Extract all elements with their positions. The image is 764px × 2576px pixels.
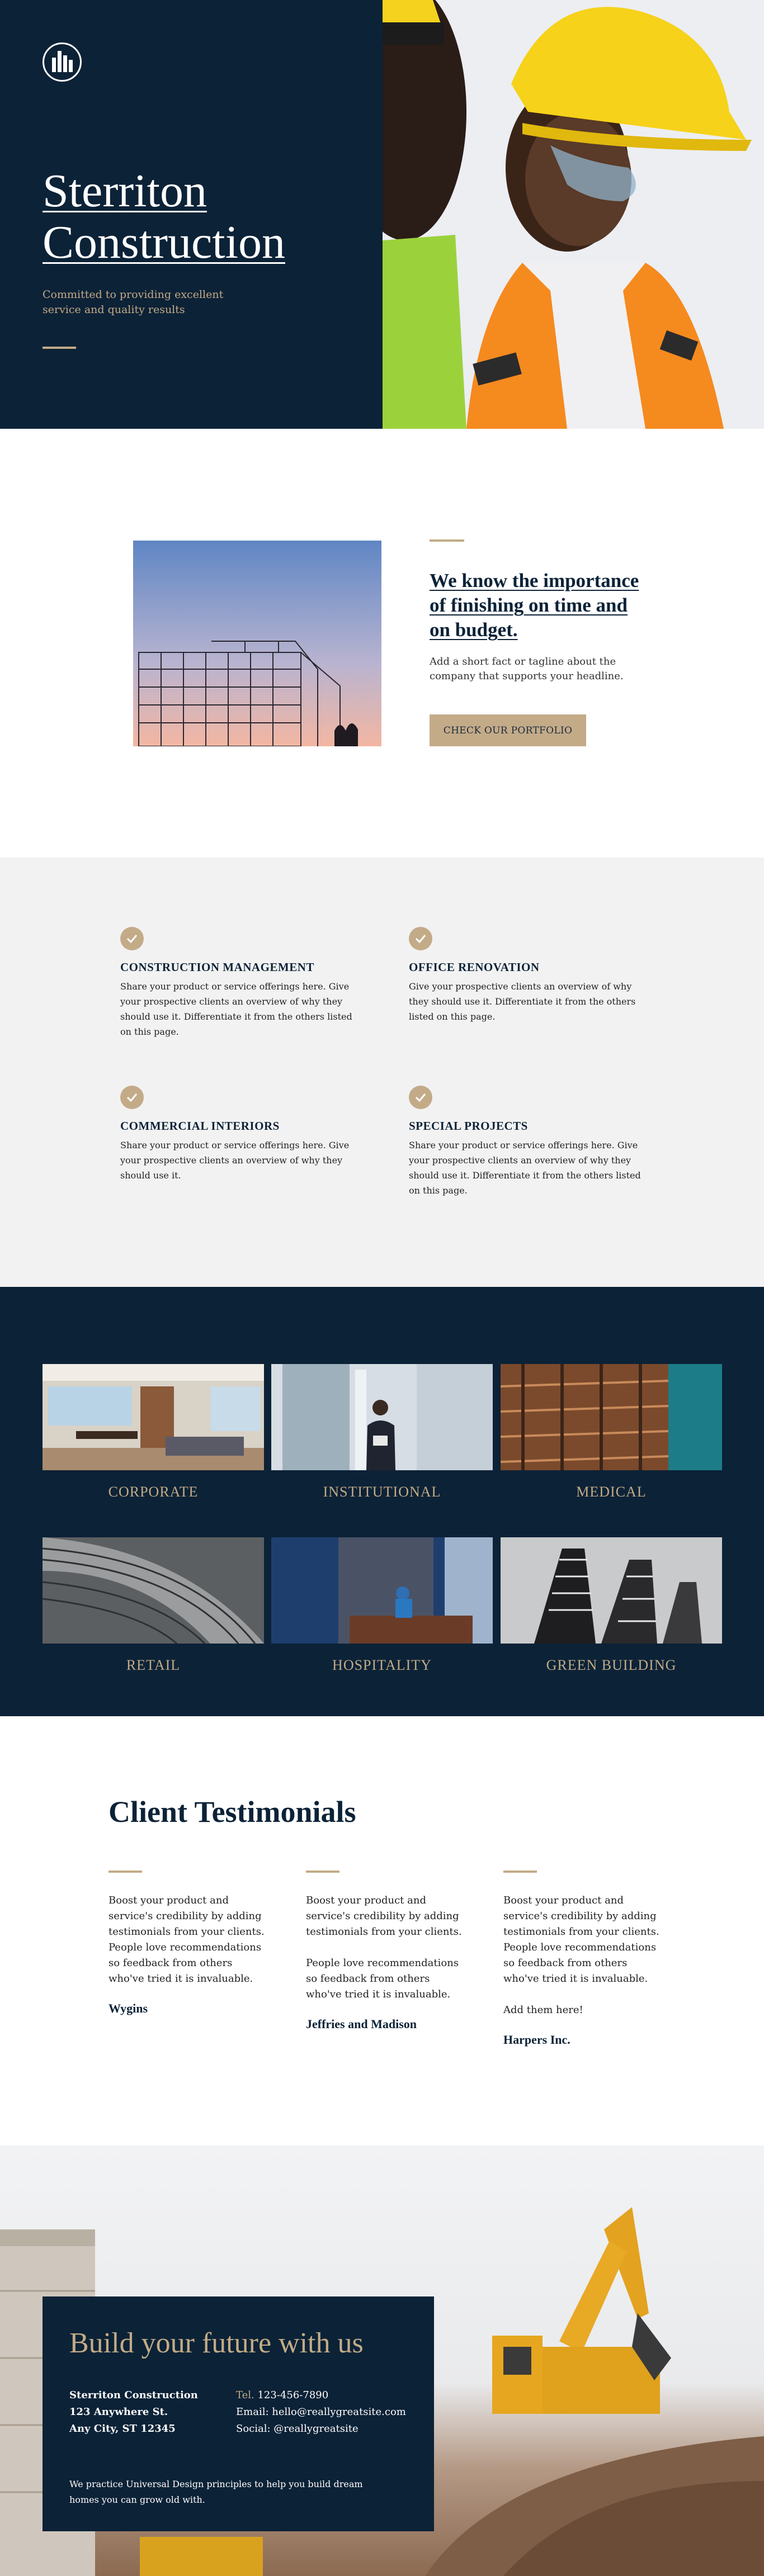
service-text: Share your product or service offerings here. Give your prospective clients an overview of why they should use it. xyxy=(120,1140,350,1181)
retail-photo xyxy=(43,1537,264,1644)
hero-title[interactable]: Sterriton Construction xyxy=(43,165,285,268)
logo-buildings-icon[interactable] xyxy=(43,42,82,82)
sector-label: MEDICAL xyxy=(576,1484,647,1500)
service-text: Share your product or service offerings here. Give your prospective clients an overview of why they should use it. Differentiate it from the others listed on this page. xyxy=(120,981,352,1037)
email-row[interactable] xyxy=(236,2404,406,2421)
email-address[interactable]: hello@reallygreatsite.com xyxy=(272,2406,406,2418)
cta-section xyxy=(0,2146,764,2576)
city-address: Any City, ST 12345 xyxy=(69,2423,176,2435)
check-portfolio-button[interactable]: CHECK OUR PORTFOLIO xyxy=(430,714,586,746)
testimonial-divider xyxy=(109,1871,142,1873)
service-title: SPECIAL PROJECTS xyxy=(409,1119,528,1133)
sector-tile[interactable] xyxy=(501,1364,722,1500)
testimonials-section xyxy=(0,1716,764,2146)
testimonial-divider xyxy=(306,1871,339,1873)
hero-divider xyxy=(43,347,76,349)
testimonial-card xyxy=(306,1871,463,2032)
scaffolding-photo xyxy=(133,541,381,746)
street-address: 123 Anywhere St. xyxy=(69,2406,168,2418)
sector-label: CORPORATE xyxy=(108,1484,199,1500)
sector-label: GREEN BUILDING xyxy=(546,1657,677,1673)
sector-label: HOSPITALITY xyxy=(332,1657,432,1673)
services-section xyxy=(0,858,764,1287)
social-handle[interactable]: @reallygreatsite xyxy=(273,2423,359,2435)
service-item xyxy=(409,927,649,1024)
company-address xyxy=(69,2387,198,2437)
hero-worker-photo xyxy=(383,0,764,429)
check-circle-icon xyxy=(120,927,144,950)
testimonial-author: Harpers Inc. xyxy=(503,2033,570,2047)
check-circle-icon xyxy=(409,927,432,950)
hospitality-photo xyxy=(271,1537,493,1644)
sector-tile[interactable] xyxy=(271,1364,493,1500)
hero-section xyxy=(0,0,764,429)
intro-divider xyxy=(430,539,464,542)
testimonial-text: Boost your product and service's credibility by adding testimonials from your clients. People love recommendations so feedback from others who've tried it is invaluable. xyxy=(306,1895,462,2000)
sectors-section xyxy=(0,1287,764,1716)
service-title: COMMERCIAL INTERIORS xyxy=(120,1119,280,1133)
sector-tile[interactable] xyxy=(501,1537,722,1674)
green-building-photo xyxy=(501,1537,722,1644)
sector-tile[interactable] xyxy=(43,1364,264,1500)
intro-heading[interactable]: We know the importance of finishing on time and on budget. xyxy=(430,570,639,641)
service-title: OFFICE RENOVATION xyxy=(409,960,540,974)
company-name: Sterriton Construction xyxy=(69,2389,198,2401)
intro-section xyxy=(0,429,764,858)
sector-label: INSTITUTIONAL xyxy=(323,1484,441,1500)
corporate-photo xyxy=(43,1364,264,1470)
testimonial-card xyxy=(109,1871,265,2016)
email-label: Email: xyxy=(236,2406,269,2418)
intro-text: Add a short fact or tagline about the company that supports your headline. xyxy=(430,656,624,682)
service-text: Share your product or service offerings here. Give your prospective clients an overview of why they should use it. Differentiate it from the others listed on this page. xyxy=(409,1140,641,1196)
service-text: Give your prospective clients an overview of why they should use it. Differentiate it from the others listed on this page. xyxy=(409,981,636,1022)
phone-row[interactable] xyxy=(236,2387,406,2404)
testimonial-text: Boost your product and service's credibility by adding testimonials from your clients. People love recommendations so feedback from others who've tried it is invaluable. xyxy=(109,1895,265,1985)
contact-info xyxy=(236,2387,406,2437)
phone-label: Tel. xyxy=(236,2389,254,2401)
phone-number[interactable]: 123-456-7890 xyxy=(257,2389,329,2401)
cta-heading: Build your future with us xyxy=(69,2327,364,2359)
service-item xyxy=(409,1086,649,1198)
medical-photo xyxy=(501,1364,722,1470)
social-label: Social: xyxy=(236,2423,271,2435)
testimonial-text: Boost your product and service's credibility by adding testimonials from your clients. People love recommendations so feedback from others who've tried it is invaluable. Add them here! xyxy=(503,1895,659,2016)
service-item xyxy=(120,1086,361,1183)
testimonial-card xyxy=(503,1871,660,2047)
institutional-photo xyxy=(271,1364,493,1470)
testimonials-heading: Client Testimonials xyxy=(109,1795,356,1829)
sector-tile[interactable] xyxy=(271,1537,493,1674)
check-circle-icon xyxy=(120,1086,144,1109)
cta-card xyxy=(43,2296,434,2531)
check-circle-icon xyxy=(409,1086,432,1109)
testimonial-author: Jeffries and Madison xyxy=(306,2017,417,2031)
cta-note: We practice Universal Design principles to help you build dream homes you can grow old with. xyxy=(69,2479,363,2505)
testimonial-author: Wygins xyxy=(109,2001,148,2015)
hero-tagline: Committed to providing excellent service and quality results xyxy=(43,288,224,316)
sector-tile[interactable] xyxy=(43,1537,264,1674)
service-title: CONSTRUCTION MANAGEMENT xyxy=(120,960,314,974)
sector-label: RETAIL xyxy=(126,1657,181,1673)
testimonial-divider xyxy=(503,1871,537,1873)
social-row[interactable] xyxy=(236,2421,406,2437)
service-item xyxy=(120,927,361,1039)
